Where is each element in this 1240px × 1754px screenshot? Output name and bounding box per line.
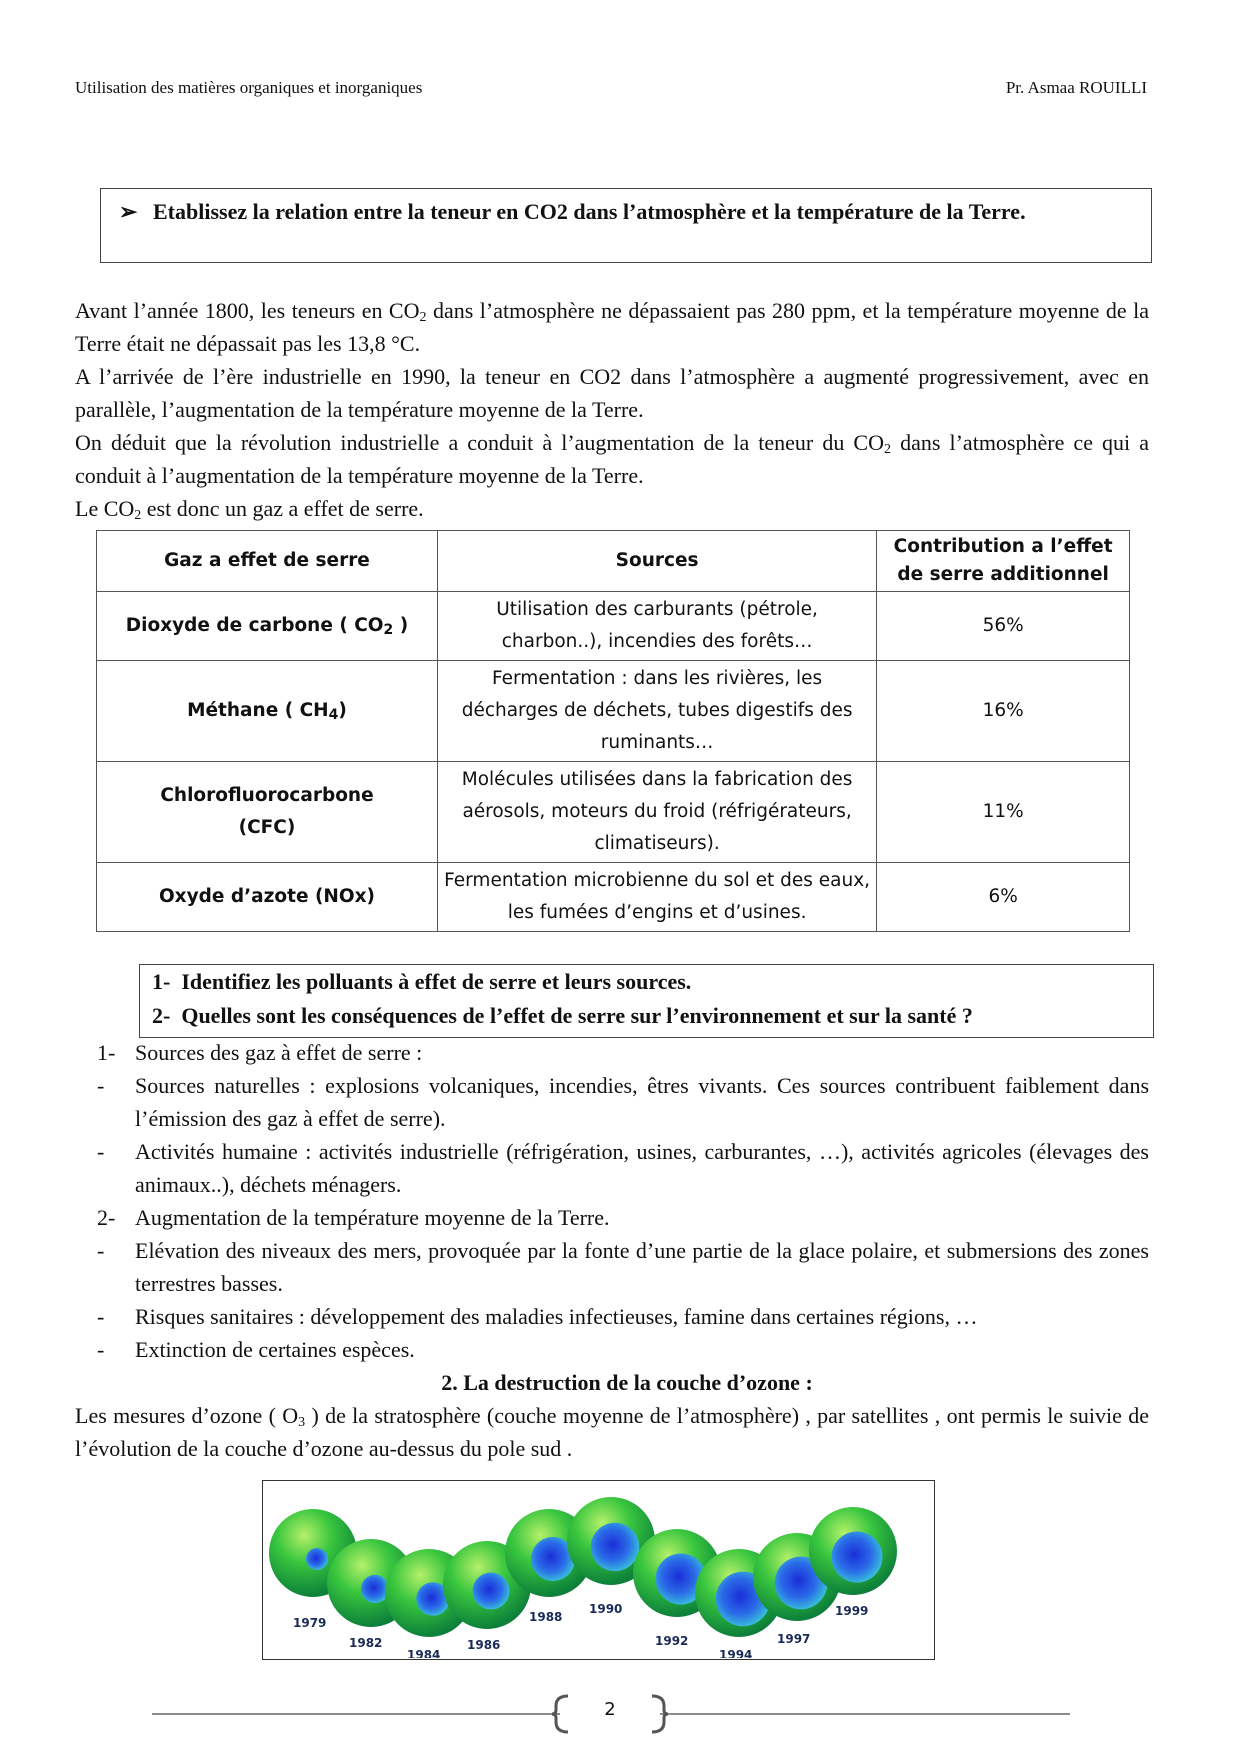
year-label: 1990 bbox=[589, 1602, 623, 1616]
intro-paragraph-1: Avant l’année 1800, les teneurs en $CO_2$ dans l’atmosphère ne dépassaient pas 280 ppm, et la température moyenne de la Terre était ne dépassait pas les 13,8 °C. bbox=[75, 298, 1149, 356]
question-box-co2 bbox=[100, 188, 1152, 263]
gas-name: Dioxyde de carbone ( $CO_2$ ) bbox=[97, 592, 438, 661]
list-item: - Extinction de certaines espèces. bbox=[97, 1337, 415, 1362]
gas-source: Utilisation des carburants (pétrole, charbon..), incendies des forêts… bbox=[437, 592, 876, 661]
intro-paragraph-4: Le $CO_2$ est donc un gaz a effet de serre. bbox=[75, 496, 424, 523]
question-box-greenhouse bbox=[139, 964, 1154, 1038]
header-author: Pr. Asmaa ROUILLI bbox=[1005, 78, 1147, 97]
year-label: 1999 bbox=[835, 1604, 869, 1618]
ozone-paragraph: Les mesures d’ozone ( $O_3$ ) de la stratosphère (couche moyenne de l’atmosphère) , par satellites , ont permis le suivie de l’évolution de la couche d’ozone au-dessus du pole sud . bbox=[75, 1403, 1149, 1461]
table-row bbox=[97, 661, 1130, 762]
intro-paragraph-3: On déduit que la révolution industrielle a conduit à l’augmentation de la teneur du $CO_2$ dans l’atmosphère ce qui a conduit à l’augmentation de la température moyenne de la Terre. bbox=[75, 430, 1150, 488]
list-item: - Activités humaine : activités industrielle (réfrigération, usines, carburantes, …), activités agricoles (élevages des animaux..), déchets ménagers. bbox=[97, 1139, 1149, 1197]
year-label: 1986 bbox=[467, 1638, 501, 1652]
question-1: 1- Identifiez les polluants à effet de serre et leurs sources. bbox=[152, 969, 692, 994]
year-label: 1988 bbox=[529, 1610, 563, 1624]
section-title-ozone: 2. La destruction de la couche d’ozone : bbox=[441, 1370, 813, 1395]
gas-source: Fermentation : dans les rivières, les décharges de déchets, tubes digestifs des ruminants… bbox=[437, 661, 876, 762]
year-label: 1994 bbox=[719, 1648, 753, 1658]
question-2: 2- Quelles sont les conséquences de l’effet de serre sur l’environnement et sur la santé ? bbox=[152, 1003, 973, 1028]
gas-source: Fermentation microbienne du sol et des eaux, les fumées d’engins et d’usines. bbox=[437, 863, 876, 932]
ozone-hole-figure bbox=[262, 1480, 935, 1660]
gas-source: Molécules utilisées dans la fabrication des aérosols, moteurs du froid (réfrigérateurs, climatiseurs). bbox=[437, 762, 876, 863]
year-label: 1984 bbox=[407, 1648, 441, 1658]
year-label: 1982 bbox=[349, 1636, 383, 1650]
list-item: - Elévation des niveaux des mers, provoquée par la fonte d’une partie de la glace polaire, et submersions des zones terrestres basses. bbox=[97, 1238, 1149, 1296]
table-row bbox=[97, 592, 1130, 661]
header-course-title: Utilisation des matières organiques et inorganiques bbox=[75, 78, 423, 97]
ozone-globes-illustration bbox=[263, 1481, 933, 1658]
gas-contribution: 6% bbox=[877, 863, 1130, 932]
ozone-hole bbox=[591, 1523, 639, 1571]
ozone-hole bbox=[831, 1531, 882, 1582]
table-row bbox=[97, 863, 1130, 932]
gas-name: Oxyde d’azote (NOx) bbox=[97, 863, 438, 932]
answers-list bbox=[75, 1036, 1149, 1465]
year-label: 1979 bbox=[293, 1616, 327, 1630]
table-row bbox=[97, 762, 1130, 863]
table-header-sources: Sources bbox=[437, 531, 876, 592]
table-header-gas: Gaz a effet de serre bbox=[97, 531, 438, 592]
intro-paragraph-2: A l’arrivée de l’ère industrielle en 1990, la teneur en CO2 dans l’atmosphère a augmenté progressivement, avec en parallèle, l’augmentation de la température moyenne de la Terre. bbox=[75, 364, 1149, 422]
arrow-bullet-icon: ➢ bbox=[119, 199, 138, 224]
intro-paragraphs bbox=[75, 294, 1149, 525]
gas-name: Chlorofluorocarbone (CFC) bbox=[97, 762, 438, 863]
answer-2: 2- Augmentation de la température moyenne de la Terre. bbox=[97, 1205, 610, 1230]
gas-contribution: 11% bbox=[877, 762, 1130, 863]
table-header-row bbox=[97, 531, 1130, 592]
list-item: - Sources naturelles : explosions volcaniques, incendies, êtres vivants. Ces sources contribuent faiblement dans l’émission des gaz à effet de serre). bbox=[97, 1073, 1149, 1131]
gas-contribution: 56% bbox=[877, 592, 1130, 661]
list-item: - Risques sanitaires : développement des maladies infectieuses, famine dans certaines régions, … bbox=[97, 1304, 978, 1329]
question-text: Etablissez la relation entre la teneur en CO2 dans l’atmosphère et la température de la Terre. bbox=[153, 199, 1026, 224]
page-number: 2 bbox=[604, 1699, 616, 1720]
gas-contribution: 16% bbox=[877, 661, 1130, 762]
ozone-hole bbox=[361, 1575, 389, 1603]
table-header-contribution: Contribution a l’effet de serre additionnel bbox=[877, 531, 1130, 592]
ozone-hole bbox=[473, 1573, 510, 1610]
year-label: 1992 bbox=[655, 1634, 689, 1648]
gas-name: Méthane ( $CH_4$) bbox=[97, 661, 438, 762]
year-label: 1997 bbox=[777, 1632, 811, 1646]
answer-1: 1- Sources des gaz à effet de serre : bbox=[97, 1040, 423, 1065]
ozone-hole bbox=[306, 1548, 328, 1570]
greenhouse-gas-table bbox=[96, 530, 1130, 932]
